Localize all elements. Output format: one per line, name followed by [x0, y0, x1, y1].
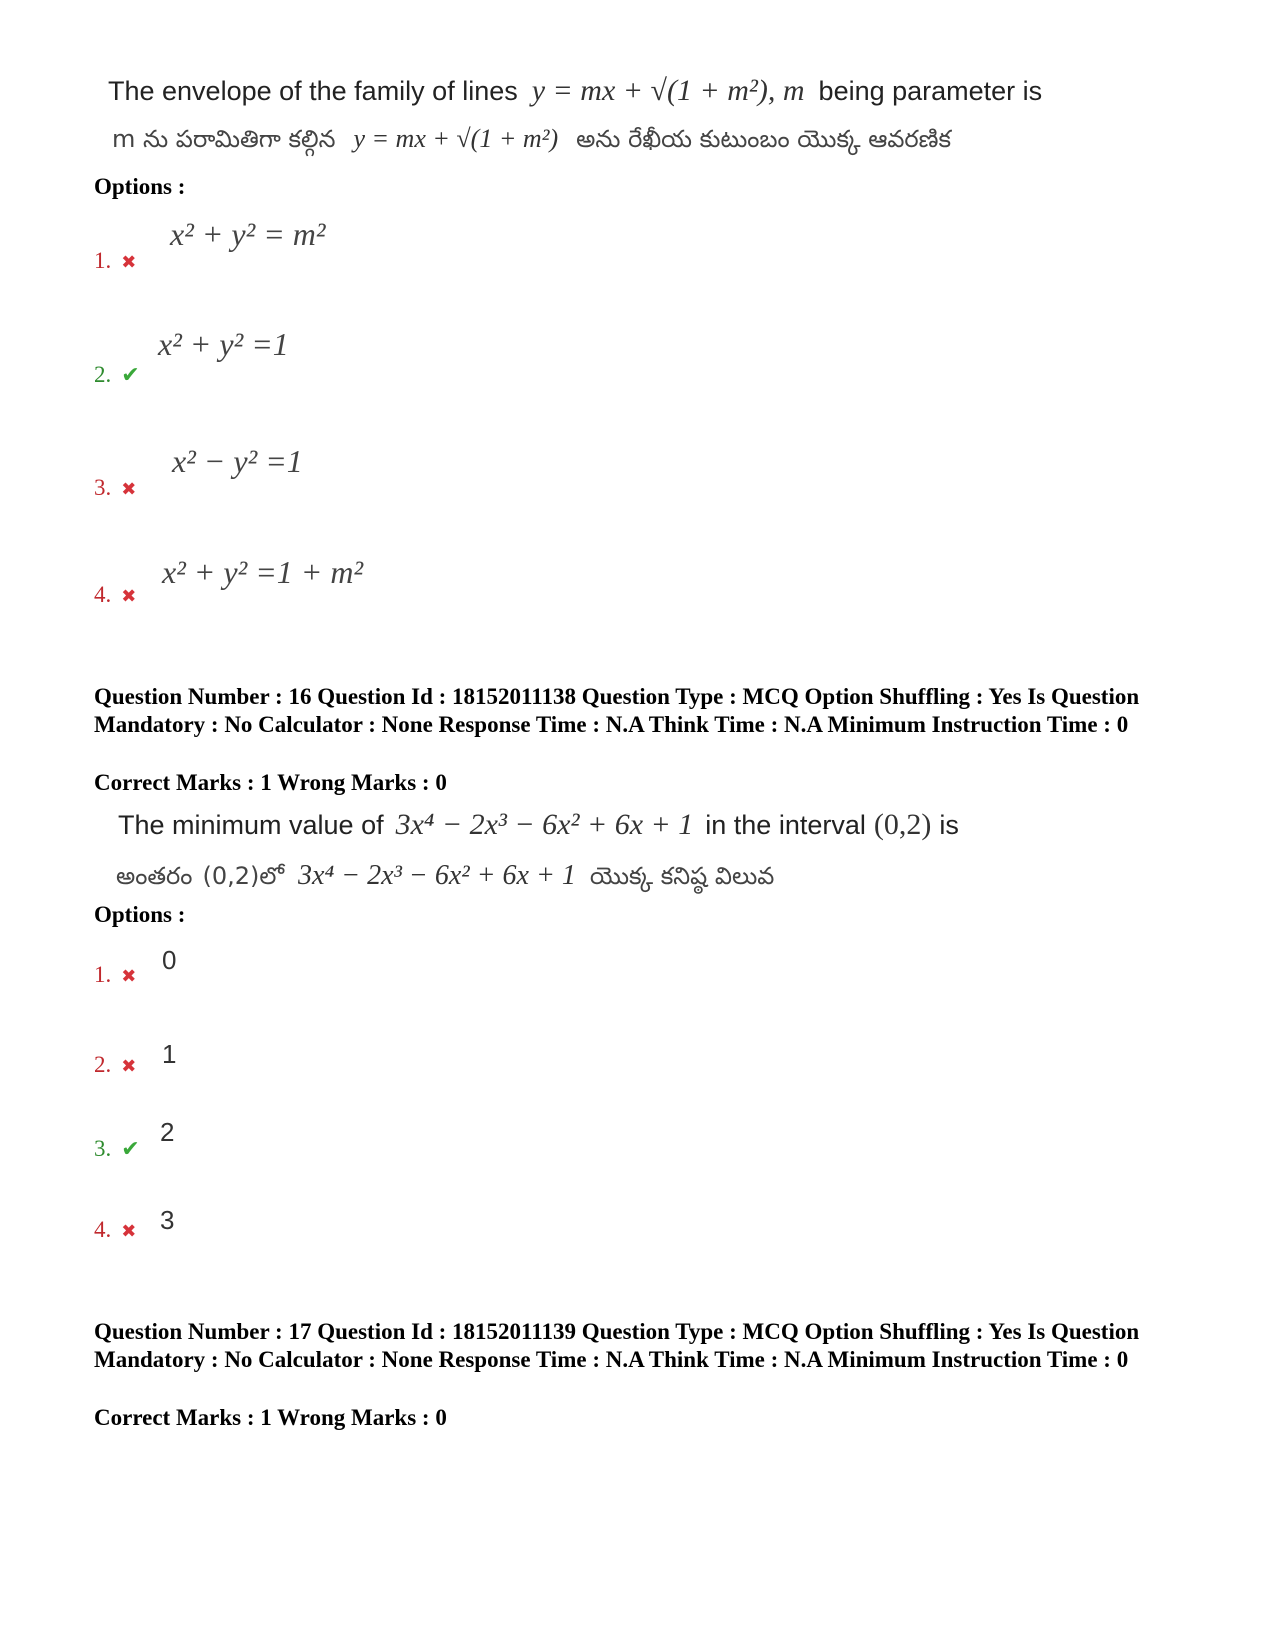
- q16-options-label: Options :: [94, 902, 186, 927]
- q16-stem-te-interval: (0,2)లో: [202, 862, 285, 890]
- q15-stem-te-math: y = mx + √(1 + m²): [353, 124, 559, 153]
- q16-option-1-number: 1.: [94, 962, 112, 987]
- wrong-mark-icon: ✖: [121, 252, 137, 273]
- q15-option-2[interactable]: [94, 362, 140, 388]
- q16-stem-telugu: [116, 860, 774, 896]
- q17-metadata: Question Number : 17 Question Id : 18152011139 Question Type : MCQ Option Shuffling : Yes Is Question Mandatory : No Calculator : None Response Time : N.A Think Time : N.A Minimum Instruction Time : 0: [94, 1319, 1140, 1372]
- q16-option-4[interactable]: [94, 1217, 136, 1243]
- q16-stem-mid: in the interval: [705, 810, 866, 840]
- q16-option-4-text: 3: [160, 1205, 175, 1235]
- q16-option-1-text: 0: [162, 945, 177, 975]
- q16-option-1[interactable]: [94, 962, 136, 988]
- q15-option-3[interactable]: [94, 475, 136, 501]
- q16-option-3[interactable]: [94, 1136, 140, 1162]
- q15-option-2-text: x² + y² =1: [158, 326, 289, 362]
- q16-metadata: Question Number : 16 Question Id : 18152011138 Question Type : MCQ Option Shuffling : Yes Is Question Mandatory : No Calculator : None Response Time : N.A Think Time : N.A Minimum Instruction Time : 0: [94, 684, 1140, 737]
- q15-stem-english: [108, 74, 1042, 108]
- correct-check-icon: ✔: [121, 363, 140, 388]
- q15-stem-telugu: [112, 124, 951, 159]
- q15-option-4-text: x² + y² =1 + m²: [162, 554, 364, 590]
- q15-option-1-text: x² + y² = m²: [170, 216, 326, 252]
- q15-stem-math: y = mx + √(1 + m²), m: [531, 74, 805, 107]
- q15-option-1-number: 1.: [94, 248, 112, 273]
- q15-option-3-text: x² − y² =1: [172, 443, 303, 479]
- q16-option-2-text: 1: [162, 1039, 177, 1069]
- wrong-mark-icon: ✖: [121, 479, 137, 500]
- q16-option-3-text: 2: [160, 1117, 175, 1147]
- q16-stem-interval: (0,2): [873, 808, 932, 841]
- q16-stem-suffix: is: [939, 810, 959, 840]
- q15-option-1[interactable]: [94, 248, 136, 274]
- wrong-mark-icon: ✖: [121, 1221, 137, 1242]
- q16-stem-prefix: The minimum value of: [118, 810, 384, 840]
- q16-option-4-number: 4.: [94, 1217, 112, 1242]
- q15-stem-prefix: The envelope of the family of lines: [108, 76, 518, 106]
- q15-stem-suffix: being parameter is: [818, 76, 1043, 106]
- q16-stem-te-prefix: అంతరం: [116, 862, 193, 890]
- correct-check-icon: ✔: [121, 1137, 140, 1162]
- q15-stem-te-prefix: m ను పరామితిగా కల్గిన: [112, 125, 336, 153]
- q16-option-2[interactable]: [94, 1052, 136, 1078]
- wrong-mark-icon: ✖: [121, 586, 137, 607]
- q15-option-4-number: 4.: [94, 582, 112, 607]
- q15-option-2-number: 2.: [94, 362, 112, 387]
- q15-stem-te-suffix: అను రేఖీయ కుటుంబం యొక్క ఆవరణిక: [576, 125, 951, 153]
- q17-marks: Correct Marks : 1 Wrong Marks : 0: [94, 1405, 447, 1430]
- q16-stem-te-math: 3x⁴ − 2x³ − 6x² + 6x + 1: [298, 860, 576, 891]
- q16-stem-te-suffix: యొక్క కనిష్ఠ విలువ: [589, 862, 775, 890]
- wrong-mark-icon: ✖: [121, 1056, 137, 1077]
- q15-option-3-number: 3.: [94, 475, 112, 500]
- q16-option-3-number: 3.: [94, 1136, 112, 1161]
- q15-option-4[interactable]: [94, 582, 136, 608]
- q16-stem-english: [118, 808, 959, 842]
- q16-marks: Correct Marks : 1 Wrong Marks : 0: [94, 770, 447, 795]
- q15-options-label: Options :: [94, 174, 186, 199]
- q16-stem-math: 3x⁴ − 2x³ − 6x² + 6x + 1: [395, 808, 694, 841]
- q16-option-2-number: 2.: [94, 1052, 112, 1077]
- wrong-mark-icon: ✖: [121, 966, 137, 987]
